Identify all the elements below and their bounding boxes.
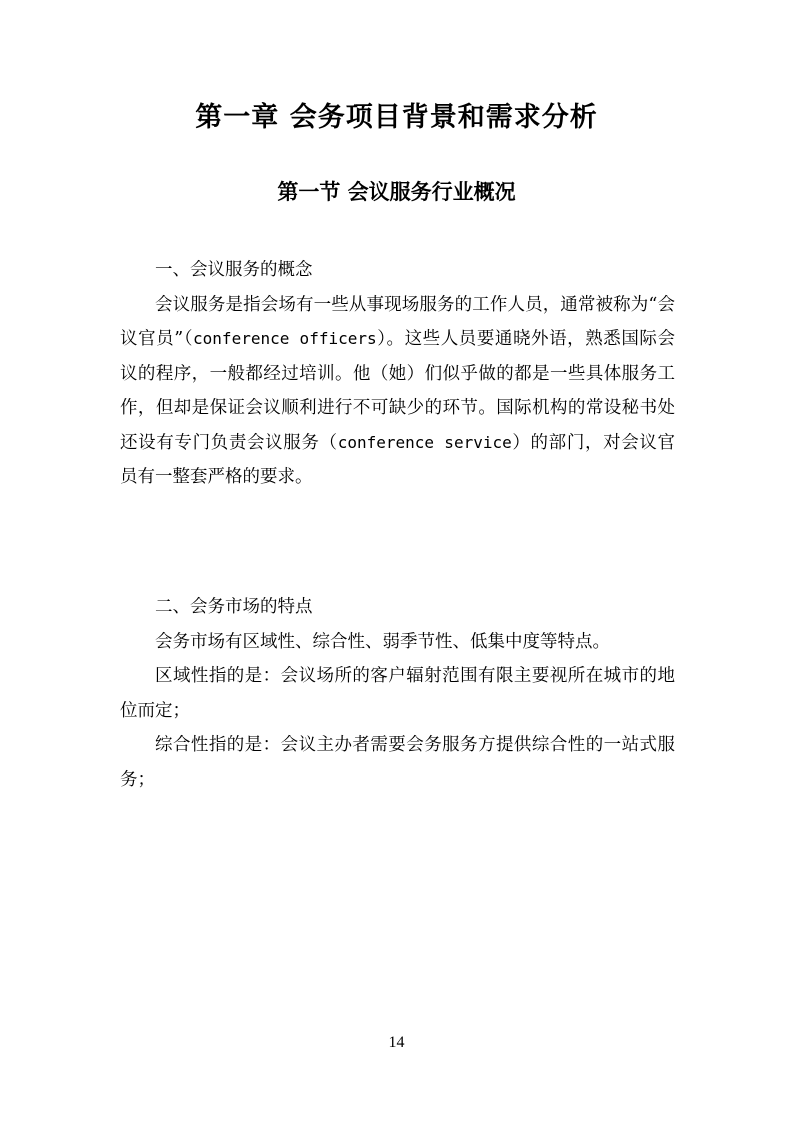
market-heading: 二、会务市场的特点 — [155, 597, 313, 617]
section-concept — [120, 253, 675, 495]
concept-text-b: ）。这些人员要通晓外语，熟悉国际会议的程序，一般都经过培训。他（她）们似乎做的都是一些具体服务工作，但却是保证会议顺利进行不可缺少的环节。国际机构的常设秘书处还设有专门负责会议服务（ — [120, 329, 675, 453]
concept-paragraph — [120, 288, 675, 495]
page-number: 14 — [388, 1034, 405, 1051]
market-paragraph-comprehensive: 综合性指的是：会议主办者需要会务服务方提供综合性的一站式服务； — [120, 735, 675, 790]
concept-text-a: 会议服务是指会场有一些从事现场服务的工作人员，通常被称为“会议官员”（ — [120, 294, 675, 349]
section-title: 第一节 会议服务行业概况 — [277, 180, 516, 204]
concept-text-c: ）的部门，对会议官员有一整套严格的要求。 — [120, 432, 676, 487]
term-conference-service: conference service — [337, 432, 512, 452]
market-paragraph-features: 会务市场有区域性、综合性、弱季节性、低集中度等特点。 — [155, 631, 610, 652]
concept-heading: 一、会议服务的概念 — [155, 260, 313, 280]
term-conference-officers: conference officers — [193, 329, 377, 348]
chapter-title: 第一章 会务项目背景和需求分析 — [195, 102, 598, 133]
market-paragraph-regional: 区域性指的是：会议场所的客户辐射范围有限主要视所在城市的地位而定； — [120, 666, 675, 721]
section-market — [120, 590, 675, 797]
